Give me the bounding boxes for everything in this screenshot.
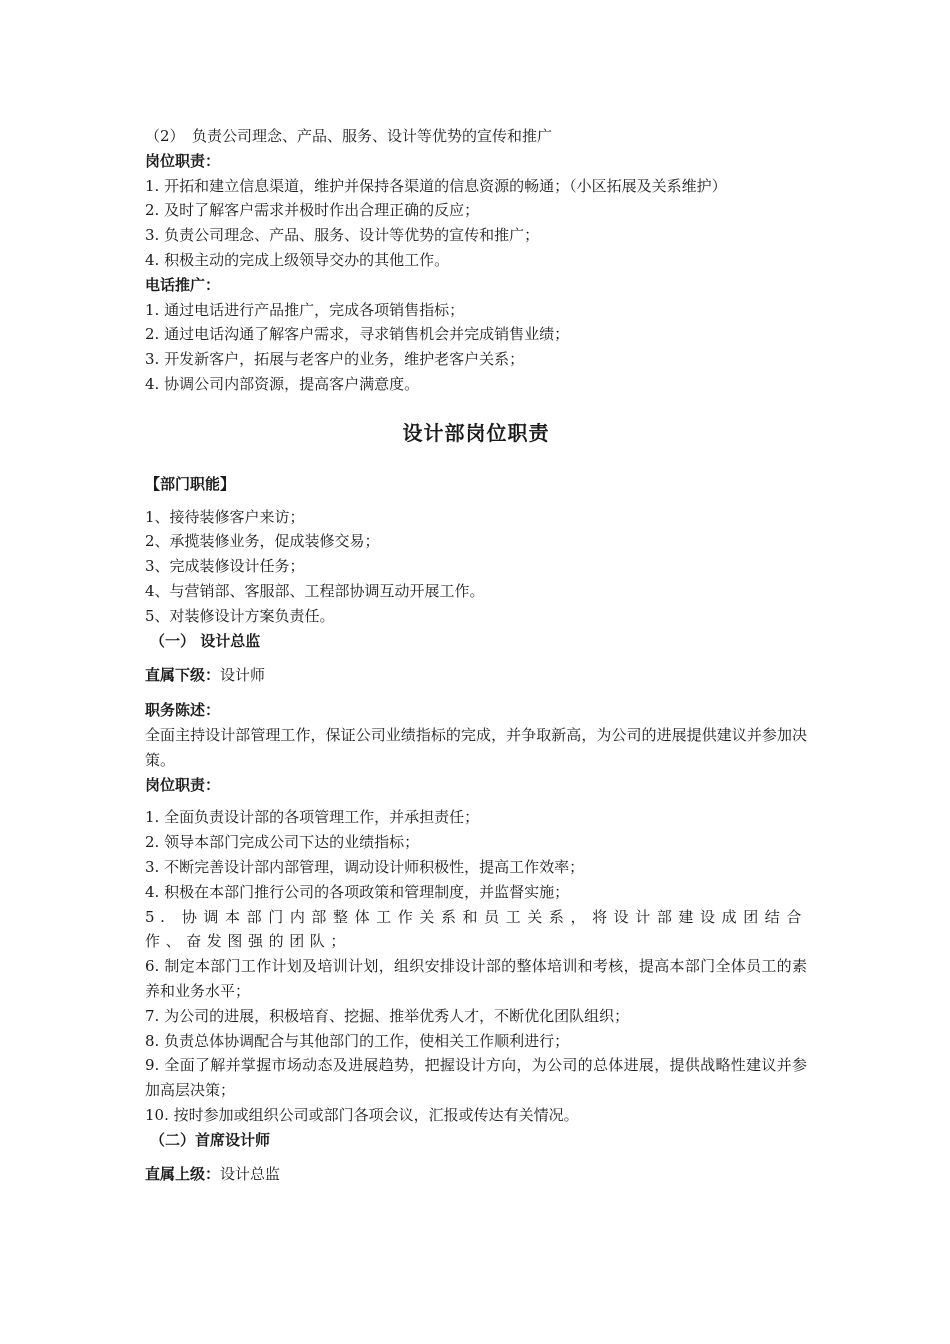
dept-function-heading: 【部门职能】 [145, 474, 236, 493]
phone-item-3: 3. 开发新客户，拓展与老客户的业务，维护老客户关系； [145, 350, 525, 369]
director-duty-2: 2. 领导本部门完成公司下达的业绩指标； [145, 833, 420, 852]
phone-promo-heading: 电话推广： [145, 275, 221, 294]
director-duty-heading: 岗位职责： [145, 775, 221, 794]
section-title: 设计部岗位职责 [402, 420, 550, 445]
subordinate-label: 直属下级： [145, 666, 221, 685]
director-duty-4: 4. 积极在本部门推行公司的各项政策和管理制度，并监督实施； [145, 882, 570, 901]
director-duty-1: 1. 全面负责设计部的各项管理工作，并承担责任； [145, 808, 480, 827]
job-description-text: 全面主持设计部管理工作，保证公司业绩指标的完成，并争取新高，为公司的进展提供建议并参加决策。 [145, 725, 807, 769]
subordinate-value: 设计师 [220, 666, 266, 685]
director-duty-8: 8. 负责总体协调配合与其他部门的工作，使相关工作顺利进行； [145, 1031, 570, 1050]
director-duty-10: 10. 按时参加或组织公司或部门各项会议，汇报或传达有关情况。 [145, 1105, 579, 1124]
function-item-3: 3、完成装修设计任务； [145, 557, 305, 576]
director-subordinate [145, 663, 807, 688]
duty-item-4: 4. 积极主动的完成上级领导交办的其他工作。 [145, 250, 450, 269]
duty-item-1: 1. 开拓和建立信息渠道，维护并保持各渠道的信息资源的畅通；（小区拓展及关系维护） [145, 176, 727, 195]
promo-item-2: （2） 负责公司理念、产品、服务、设计等优势的宣传和推广 [145, 127, 553, 145]
function-item-1: 1、接待装修客户来访； [145, 507, 305, 526]
director-duty-5: 5. 协调本部门内部整体工作关系和员工关系，将设计部建设成团结合作、奋发图强的团队； [145, 907, 807, 951]
director-duty-9: 9. 全面了解并掌握市场动态及进展趋势，把握设计方向，为公司的总体进展，提供战略性建议并参加高层决策； [145, 1056, 807, 1100]
chief-designer-heading: （二）首席设计师 [150, 1130, 271, 1149]
document-page [145, 124, 807, 1187]
phone-item-1: 1. 通过电话进行产品推广，完成各项销售指标； [145, 300, 465, 319]
director-duty-3: 3. 不断完善设计部内部管理，调动设计师积极性，提高工作效率； [145, 857, 585, 876]
superior-value: 设计总监 [220, 1165, 281, 1184]
duty-item-2: 2. 及时了解客户需求并极时作出合理正确的反应； [145, 201, 480, 220]
function-item-2: 2、承揽装修业务，促成装修交易； [145, 532, 380, 551]
function-item-4: 4、与营销部、客服部、工程部协调互动开展工作。 [145, 581, 485, 600]
superior-label: 直属上级： [145, 1165, 221, 1184]
director-duty-6: 6. 制定本部门工作计划及培训计划，组织安排设计部的整体培训和考核，提高本部门全体员工的素养和业务水平； [145, 957, 807, 1000]
director-duty-7: 7. 为公司的进展，积极培育、挖掘、推举优秀人才，不断优化团队组织； [145, 1006, 630, 1025]
duty-heading: 岗位职责： [145, 151, 221, 170]
duty-item-3: 3. 负责公司理念、产品、服务、设计等优势的宣传和推广； [145, 226, 540, 245]
phone-item-4: 4. 协调公司内部资源，提高客户满意度。 [145, 374, 420, 393]
chief-superior [145, 1162, 807, 1187]
function-item-5: 5、对装修设计方案负责任。 [145, 606, 335, 625]
phone-item-2: 2. 通过电话沟通了解客户需求，寻求销售机会并完成销售业绩； [145, 325, 570, 344]
director-heading: （一） 设计总监 [150, 631, 261, 650]
job-description-heading: 职务陈述： [145, 701, 221, 720]
